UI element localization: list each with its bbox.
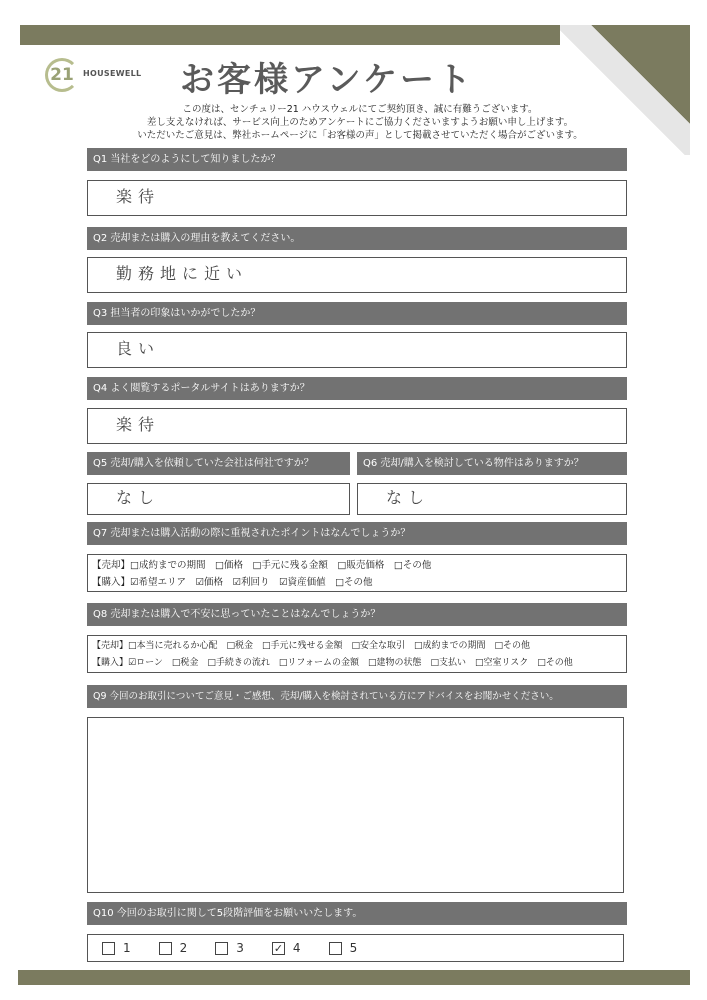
q4-answer[interactable]: 楽待 — [87, 408, 627, 444]
q7-options[interactable] — [87, 554, 627, 592]
q5-answer[interactable]: なし — [87, 483, 350, 515]
rating-option-4[interactable]: ✓ 4 — [273, 941, 301, 955]
q10-header: Q10 今回のお取引に関して5段階評価をお願いいたします。 — [87, 902, 627, 925]
q8-header: Q8 売却または購入で不安に思っていたことはなんでしょうか？ — [87, 603, 627, 626]
checkbox[interactable] — [329, 942, 342, 955]
q2-header: Q2 売却または購入の理由を教えてください。 — [87, 227, 627, 250]
q4-header: Q4 よく閲覧するポータルサイトはありますか？ — [87, 377, 627, 400]
q3-answer[interactable]: 良い — [87, 332, 627, 368]
bottom-bar — [18, 970, 690, 985]
page-title: お客様アンケート — [180, 60, 474, 100]
q5-header: Q5 売却/購入を依頼していた会社は何社ですか？ — [87, 452, 350, 475]
checkbox[interactable] — [215, 942, 228, 955]
logo — [45, 58, 145, 94]
q2-answer[interactable]: 勤務地に近い — [87, 257, 627, 293]
intro-line: いただいたご意見は、弊社ホームページに「お客様の声」として掲載させていただく場合がございます。 — [137, 130, 583, 141]
q8-sell-options[interactable]: 【売却】□本当に売れるか心配 □税金 □手元に残せる金額 □安全な取引 □成約までの期間 □その他 — [92, 641, 531, 651]
q1-answer[interactable]: 楽待 — [87, 180, 627, 216]
rating-option-2[interactable]: 2 — [159, 941, 188, 955]
logo-text: HOUSEWELL — [83, 69, 142, 78]
q6-answer[interactable]: なし — [357, 483, 627, 515]
q9-header: Q9 今回のお取引についてご意見・ご感想、売却/購入を検討されている方にアドバイスをお聞かせください。 — [87, 685, 627, 708]
q7-header: Q7 売却または購入活動の際に重視されたポイントはなんでしょうか？ — [87, 522, 627, 545]
checkbox[interactable] — [159, 942, 172, 955]
q8-options[interactable] — [87, 635, 627, 673]
q8-buy-options[interactable]: 【購入】☑ローン □税金 □手続きの流れ □リフォームの金額 □建物の状態 □支払い □空室リスク □その他 — [92, 658, 573, 668]
checkbox-checked[interactable]: ✓ — [273, 941, 284, 955]
intro-line: 差し支えなければ、サービス向上のためアンケートにご協力くださいますようお願い申し上げます。 — [146, 117, 574, 128]
checkbox[interactable] — [102, 942, 115, 955]
logo-mark: 21 — [45, 58, 79, 92]
q10-rating[interactable] — [87, 934, 624, 962]
q1-header: Q1 当社をどのようにして知りましたか？ — [87, 148, 627, 171]
rating-option-5[interactable]: 5 — [329, 941, 358, 955]
rating-option-3[interactable]: 3 — [215, 941, 244, 955]
q6-header: Q6 売却/購入を検討している物件はありますか？ — [357, 452, 627, 475]
q9-answer[interactable] — [87, 717, 624, 893]
intro-line: この度は、センチュリー21 ハウスウェルにてご契約頂き、誠に有難うございます。 — [182, 104, 538, 115]
q3-header: Q3 担当者の印象はいかがでしたか？ — [87, 302, 627, 325]
q7-sell-options[interactable]: 【売却】□成約までの期間 □価格 □手元に残る金額 □販売価格 □その他 — [92, 560, 432, 571]
rating-option-1[interactable]: 1 — [102, 941, 131, 955]
q7-buy-options[interactable]: 【購入】☑希望エリア ☑価格 ☑利回り ☑資産価値 □その他 — [92, 577, 373, 588]
